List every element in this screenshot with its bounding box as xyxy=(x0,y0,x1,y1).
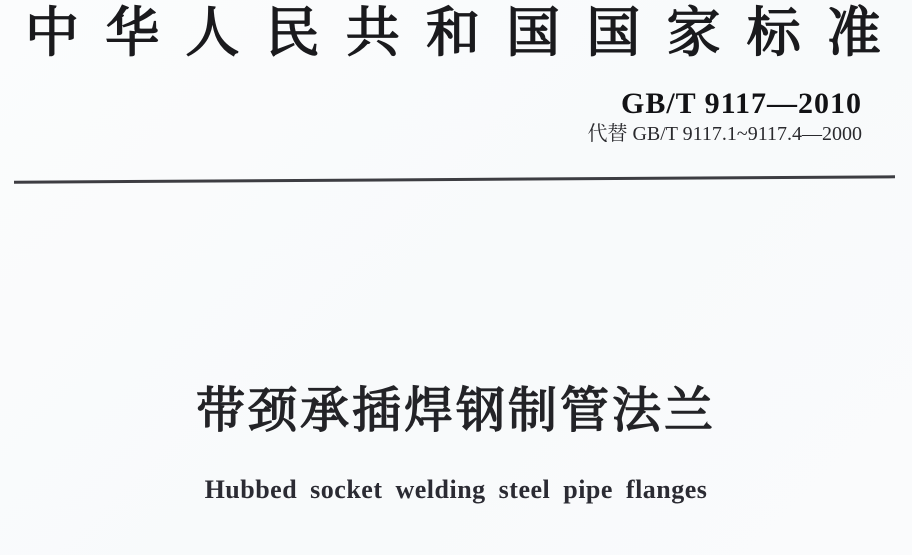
national-standard-header-title xyxy=(25,4,881,66)
standard-number-block xyxy=(587,88,862,145)
header-title-char: 人 xyxy=(185,3,240,63)
header-title-char: 民 xyxy=(265,3,320,63)
standard-code: GB/T 9117—2010 xyxy=(621,87,862,120)
header-title-char: 标 xyxy=(746,3,801,63)
header-title-char: 共 xyxy=(345,3,400,63)
document-title-english: Hubbed socket welding steel pipe flanges xyxy=(204,475,708,504)
header-title-char: 国 xyxy=(506,3,561,63)
header-title-char: 和 xyxy=(425,3,480,63)
header-title-char: 华 xyxy=(105,3,160,63)
superseded-standards-note: 代替 GB/T 9117.1~9117.4—2000 xyxy=(587,122,862,145)
document-title-chinese: 带颈承插焊钢制管法兰 xyxy=(195,384,716,438)
header-title-char: 家 xyxy=(666,3,721,63)
header-title-char: 中 xyxy=(25,3,79,63)
header-divider-rule xyxy=(14,175,895,183)
header-title-char: 准 xyxy=(826,3,881,63)
header-title-char: 国 xyxy=(586,3,641,63)
